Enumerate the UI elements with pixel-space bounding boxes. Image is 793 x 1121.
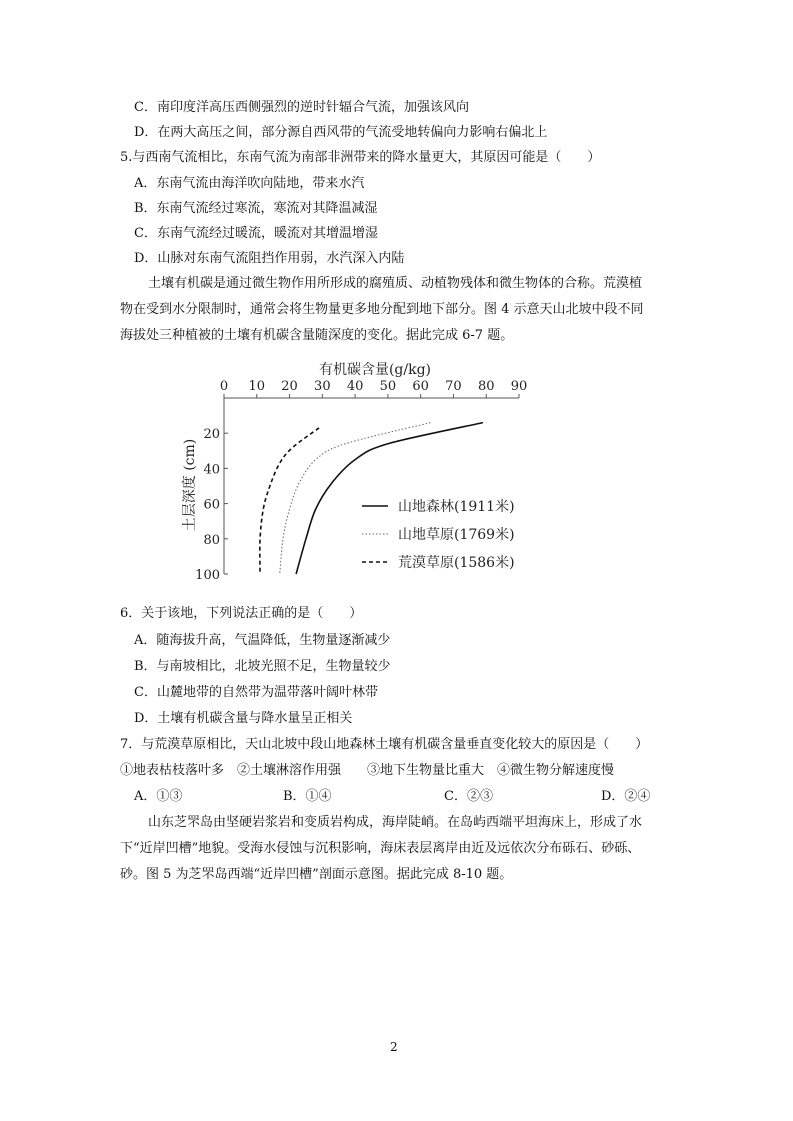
y-tick-label: 20: [203, 427, 220, 443]
q6-option-d: D．土壤有机碳含量与降水量呈正相关: [134, 711, 353, 726]
x-tick-label: 20: [281, 379, 298, 394]
x-tick-label: 60: [412, 379, 429, 394]
q6-option-a: A．随海拔升高，气温降低，生物量逐渐减少: [134, 633, 391, 648]
y-tick-label: 100: [195, 568, 220, 583]
chart-legend: [362, 498, 515, 571]
chart-x-axis-label: 有机碳含量(g/kg): [318, 362, 432, 378]
q7-stem: 7．与荒漠草原相比，天山北坡中段山地森林土壤有机碳含量垂直变化较大的原因是（ ）: [120, 737, 649, 752]
q6-stem: 6．关于该地，下列说法正确的是（ ）: [120, 606, 363, 621]
q7-option-b: B．①④: [283, 789, 332, 804]
material-1-line-3: 海拔处三种植被的土壤有机碳含量随深度的变化。据此完成 6-7 题。: [120, 328, 514, 343]
q7-option-c: C．②③: [444, 789, 493, 804]
x-tick-label: 80: [477, 379, 495, 394]
series-line-dashed: [260, 428, 319, 574]
q7-option-a: A．①③: [134, 789, 183, 804]
q5-option-d: D．山脉对东南气流阻挡作用弱，水汽深入内陆: [134, 251, 405, 266]
q4-option-c: C．南印度洋高压西侧强烈的逆时针辐合气流，加强该风向: [134, 100, 469, 115]
legend-label: 山地森林(1911米): [398, 499, 515, 515]
material-2-line-1: 山东芝罘岛由坚硬岩浆岩和变质岩构成，海岸陡峭。在岛屿西端平坦海床上，形成了水: [148, 815, 643, 830]
q6-option-c: C．山麓地带的自然带为温带落叶阔叶林带: [134, 685, 378, 700]
q4-option-d: D．在两大高压之间，部分源自西风带的气流受地转偏向力影响右偏北上: [134, 125, 548, 140]
q5-option-c: C．东南气流经过暖流，暖流对其增温增湿: [134, 226, 378, 241]
page-number: 2: [390, 1040, 398, 1054]
x-tick-label: 40: [346, 379, 364, 394]
q7-option-d: D．②④: [601, 789, 651, 804]
y-tick-label: 80: [203, 532, 220, 548]
q5-option-a: A．东南气流由海洋吹向陆地，带来水汽: [134, 176, 365, 191]
material-2-line-2: 下“近岸凹槽”地貌。受海水侵蚀与沉积影响，海床表层离岸由近及远依次分布砾石、砂砾、: [120, 841, 641, 856]
x-tick-label: 30: [314, 379, 331, 394]
x-tick-label: 90: [510, 379, 528, 394]
soil-carbon-chart: [0, 350, 793, 600]
y-tick-label: 60: [203, 497, 220, 513]
legend-label: 山地草原(1769米): [398, 527, 515, 543]
q6-option-b: B．与南坡相比，北坡光照不足，生物量较少: [134, 659, 391, 674]
chart-axes: [195, 379, 527, 583]
material-1-line-1: 土壤有机碳是通过微生物作用所形成的腐殖质、动植物残体和微生物体的合称。荒漠植: [148, 276, 643, 291]
chart-y-axis-label: 土层深度 (cm): [182, 438, 198, 532]
legend-label: 荒漠草原(1586米): [398, 555, 515, 571]
material-2-line-3: 砂。图 5 为芝罘岛西端“近岸凹槽”剖面示意图。据此完成 8-10 题。: [120, 867, 513, 882]
q5-stem: 5.与西南气流相比，东南气流为南部非洲带来的降水量更大，其原因可能是（ ）: [120, 150, 601, 165]
q7-items: ①地表枯枝落叶多 ②土壤淋溶作用强 ③地下生物量比重大 ④微生物分解速度慢: [120, 763, 615, 778]
x-tick-label: 0: [219, 379, 229, 394]
y-tick-label: 40: [203, 462, 220, 478]
material-1-line-2: 物在受到水分限制时，通常会将生物量更多地分配到地下部分。图 4 示意天山北坡中段不同: [120, 302, 644, 317]
x-tick-label: 70: [445, 379, 462, 394]
x-tick-label: 10: [248, 379, 266, 394]
q5-option-b: B．东南气流经过寒流，寒流对其降温减湿: [134, 201, 378, 216]
x-tick-label: 50: [379, 379, 397, 394]
